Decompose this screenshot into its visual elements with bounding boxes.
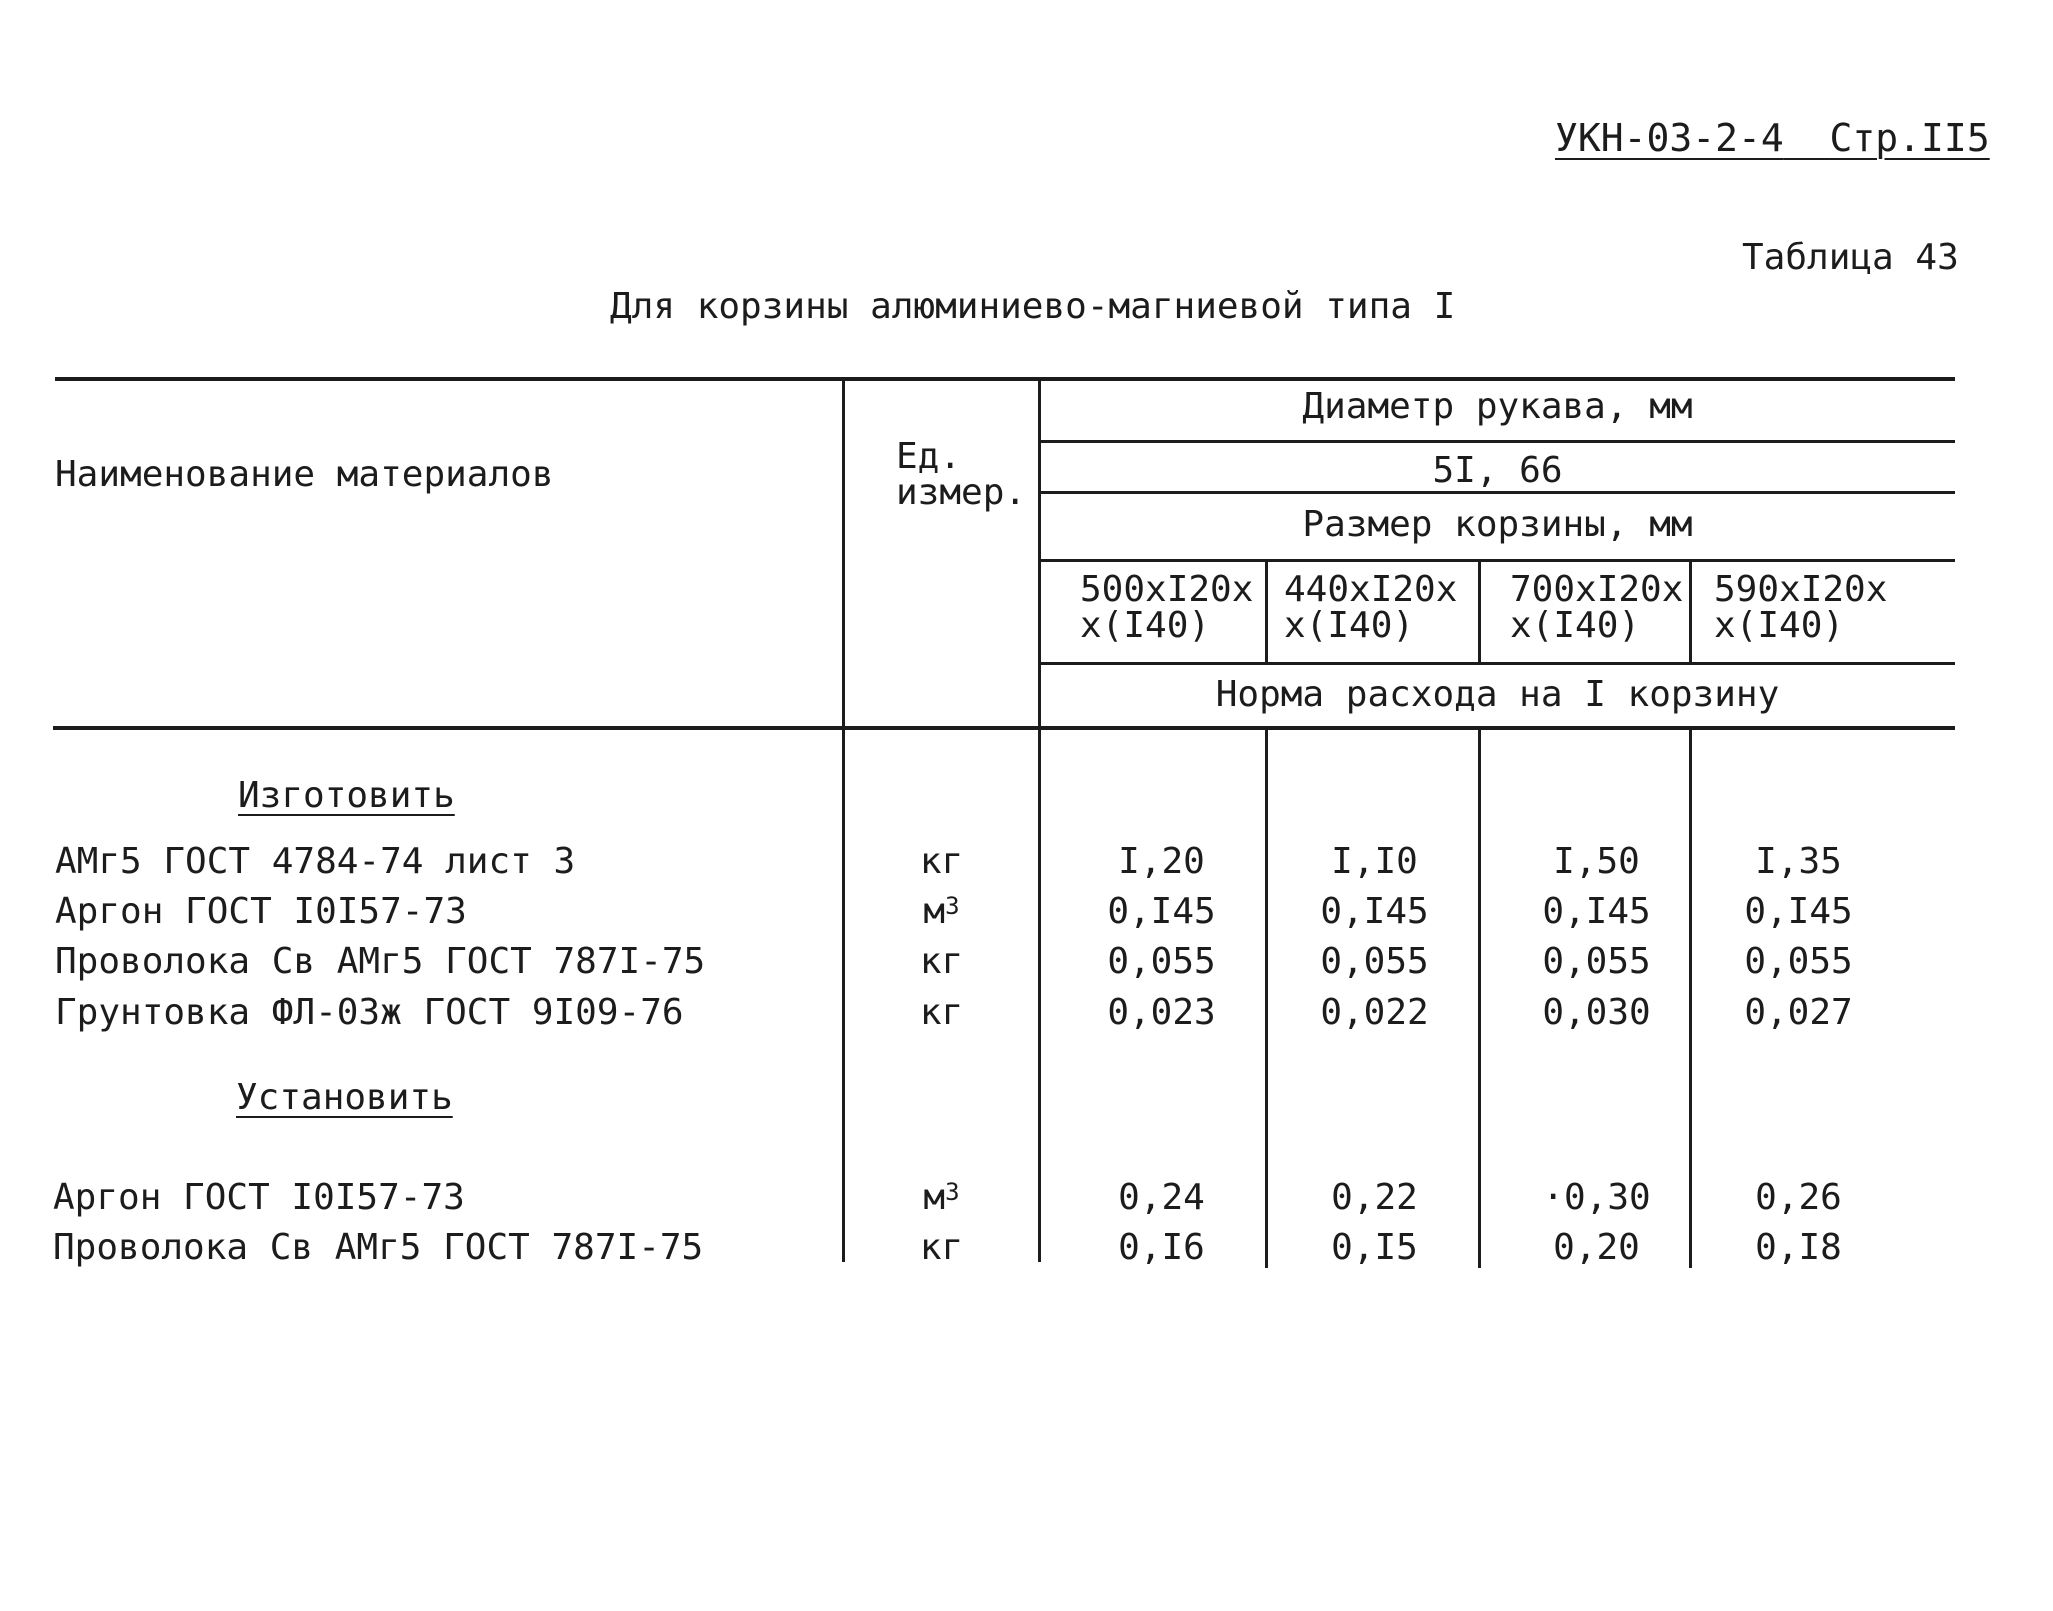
size-2-line1: 440xI20x	[1284, 569, 1458, 610]
row-value-2: I,I0	[1331, 841, 1418, 882]
section-manufacture: Изготовить	[238, 775, 455, 816]
table-number: Таблица 43	[1742, 237, 1959, 278]
size-col-3	[1510, 569, 1684, 646]
row-name: АМг5 ГОСТ 4784-74 лист 3	[55, 841, 576, 882]
size-1-line1: 500xI20x	[1080, 569, 1254, 610]
size-4-line1: 590xI20x	[1714, 569, 1888, 610]
section-install: Установить	[236, 1077, 453, 1118]
row-unit: кг	[919, 841, 964, 882]
page-number: Стр.II5	[1829, 116, 1990, 160]
size-col-4	[1714, 569, 1888, 646]
row-name: Проволока Св АМг5 ГОСТ 787I-75	[55, 941, 706, 982]
row-value-1: I,20	[1118, 841, 1205, 882]
row-value-4: 0,055	[1744, 941, 1853, 982]
row-unit: кг	[919, 992, 964, 1033]
row-value-3: I,50	[1553, 841, 1640, 882]
header-unit-2: измер.	[896, 472, 1027, 513]
row-value-2: 0,22	[1331, 1177, 1418, 1218]
row-unit: кг	[919, 941, 964, 982]
row-value-4: 0,26	[1755, 1177, 1842, 1218]
header-name: Наименование материалов	[55, 454, 554, 495]
size-3-line2: x(I40)	[1510, 605, 1641, 646]
row-value-1: 0,24	[1118, 1177, 1205, 1218]
row-value-4: 0,I8	[1755, 1227, 1842, 1268]
row-value-2: 0,022	[1320, 992, 1429, 1033]
header-diameter: Диаметр рукава, мм	[1302, 386, 1693, 427]
size-col-1	[1080, 569, 1254, 646]
row-value-1: 0,I6	[1118, 1227, 1205, 1268]
row-name: Аргон ГОСТ I0I57-73	[53, 1177, 465, 1218]
col-divider-3	[1689, 559, 1692, 664]
rule-header-bottom	[53, 726, 1955, 730]
row-value-3: 0,20	[1553, 1227, 1640, 1268]
row-value-4: 0,027	[1744, 992, 1853, 1033]
col-divider-name	[842, 377, 845, 1262]
row-value-3: 0,I45	[1542, 891, 1651, 932]
row-name: Грунтовка ФЛ-03ж ГОСТ 9I09-76	[55, 992, 684, 1033]
rule-top	[55, 377, 1955, 381]
rule-diameter	[1040, 440, 1955, 443]
doc-code: УКН-03-2-4	[1555, 116, 1784, 160]
row-name: Проволока Св АМг5 ГОСТ 787I-75	[53, 1227, 704, 1268]
row-name: Аргон ГОСТ I0I57-73	[55, 891, 467, 932]
header-diameter-value: 5I, 66	[1432, 450, 1563, 491]
size-3-line1: 700xI20x	[1510, 569, 1684, 610]
row-value-2: 0,055	[1320, 941, 1429, 982]
header-norm: Норма расхода на I корзину	[1215, 674, 1780, 715]
header-unit-1: Ед.	[896, 436, 962, 477]
row-value-4: 0,I45	[1744, 891, 1853, 932]
col-divider-2	[1478, 559, 1481, 664]
col-divider-1	[1265, 559, 1268, 664]
row-value-3: 0,055	[1542, 941, 1651, 982]
row-value-1: 0,I45	[1107, 891, 1216, 932]
row-value-2: 0,I5	[1331, 1227, 1418, 1268]
table-caption: Для корзины алюминиево-магниевой типа I	[610, 286, 1456, 327]
size-col-2	[1284, 569, 1458, 646]
row-value-3: ·0,30	[1542, 1177, 1651, 1218]
row-value-4: I,35	[1755, 841, 1842, 882]
size-1-line2: x(I40)	[1080, 605, 1211, 646]
header-size: Размер корзины, мм	[1302, 504, 1693, 545]
size-2-line2: x(I40)	[1284, 605, 1415, 646]
document-code	[1555, 118, 1990, 158]
rule-value	[1040, 491, 1955, 494]
row-value-3: 0,030	[1542, 992, 1651, 1033]
row-unit: $м^3$	[923, 891, 960, 932]
size-4-line2: x(I40)	[1714, 605, 1845, 646]
row-value-2: 0,I45	[1320, 891, 1429, 932]
row-value-1: 0,023	[1107, 992, 1216, 1033]
rule-size	[1040, 559, 1955, 562]
rule-dims	[1040, 662, 1955, 665]
row-unit: $м^3$	[923, 1177, 960, 1218]
row-value-1: 0,055	[1107, 941, 1216, 982]
row-unit: кг	[919, 1227, 964, 1268]
